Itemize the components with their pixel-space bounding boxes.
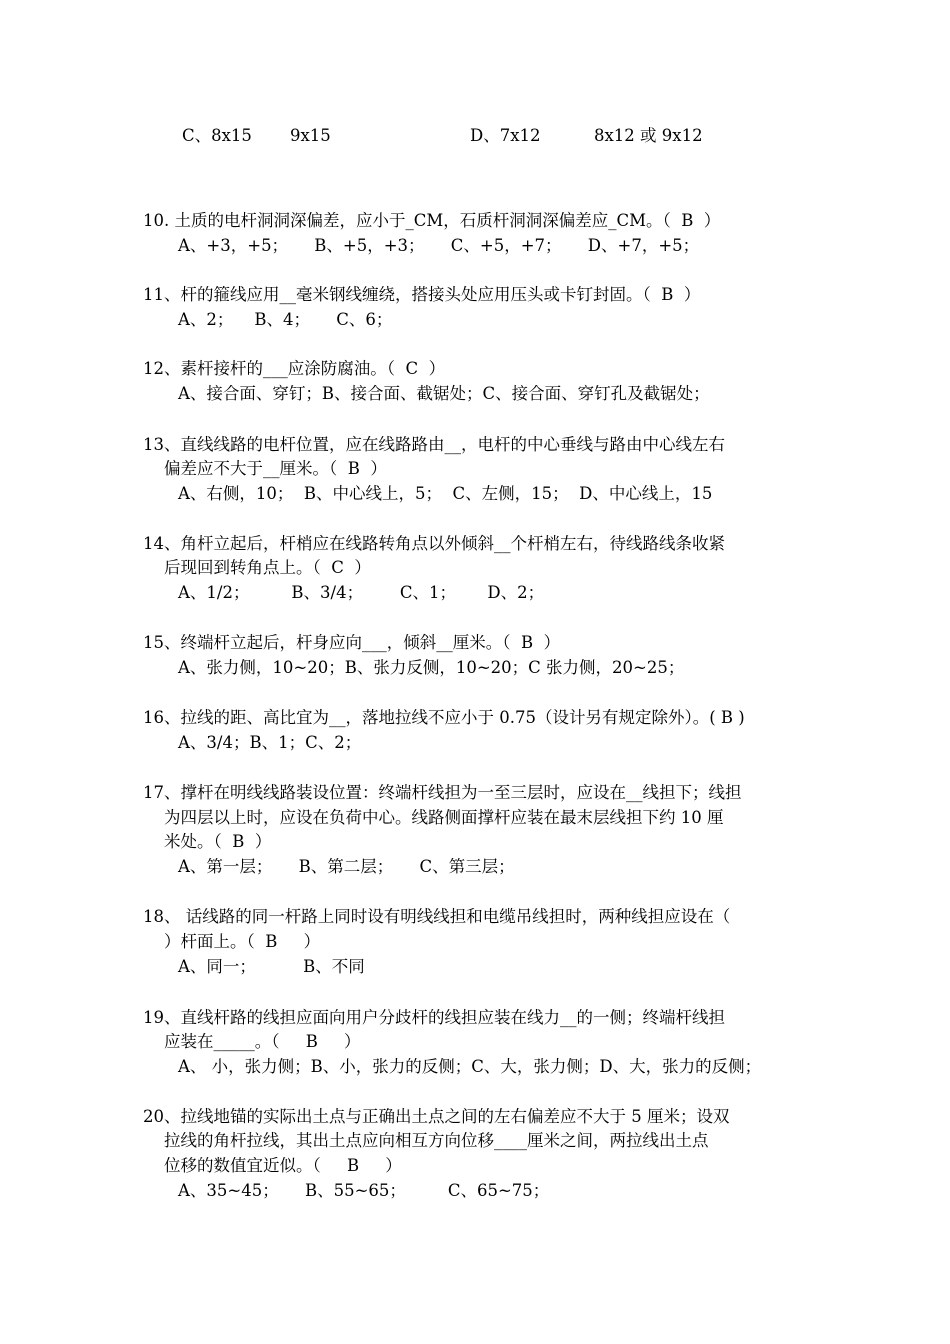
question-15-options: A、张力侧，10~20；B、张力反侧，10~20；C 张力侧，20~25； xyxy=(178,658,685,677)
option-d: D、7x12 xyxy=(470,126,541,145)
option-d-extra: 8x12 或 9x12 xyxy=(594,126,703,145)
question-18-text-cont: ）杆面上。（ B ） xyxy=(143,932,321,951)
question-10-options: A、+3，+5； B、+5，+3； C、+5，+7； D、+7，+5； xyxy=(178,236,700,255)
question-18-text: 18、 话线路的同一杆路上同时设有明线线担和电缆吊线担时，两种线担应设在（ xyxy=(143,907,731,926)
question-17-text-cont-1: 为四层以上时，应设在负荷中心。线路侧面撑杆应装在最末层线担下约 10 厘 xyxy=(143,808,724,827)
question-19-options: A、 小，张力侧；B、小，张力的反侧；C、大，张力侧；D、大，张力的反侧； xyxy=(178,1057,762,1076)
question-16-options: A、3/4；B、1；C、2； xyxy=(178,733,362,752)
question-13-text: 13、直线线路的电杆位置，应在线路路由__，电杆的中心垂线与路由中心线左右 xyxy=(143,435,725,454)
question-13-text-cont: 偏差应不大于__厘米。（ B ） xyxy=(143,459,387,478)
question-20-options: A、35~45； B、55~65； C、65~75； xyxy=(178,1181,550,1200)
question-14-text: 14、角杆立起后，杆梢应在线路转角点以外倾斜__个杆梢左右，待线路线条收紧 xyxy=(143,534,725,553)
question-19-text-cont: 应装在_____。（ B ） xyxy=(143,1032,361,1051)
question-10-text: 10. 土质的电杆洞洞深偏差，应小于_CM，石质杆洞洞深偏差应_CM。（ B ） xyxy=(143,211,721,230)
question-19-text: 19、直线杆路的线担应面向用户分歧杆的线担应装在线力__的一侧；终端杆线担 xyxy=(143,1008,725,1027)
question-14-text-cont: 后现回到转角点上。（ C ） xyxy=(143,558,371,577)
question-20-text: 20、拉线地锚的实际出土点与正确出土点之间的左右偏差应不大于 5 厘米；设双 xyxy=(143,1107,730,1126)
question-16-text: 16、拉线的距、高比宜为__，落地拉线不应小于 0.75（设计另有规定除外）。( B ) xyxy=(143,708,745,727)
question-11-options: A、2； B、4； C、6； xyxy=(178,310,393,329)
option-c: C、8x15 xyxy=(182,126,252,145)
question-17-options: A、第一层； B、第二层； C、第三层； xyxy=(178,857,515,876)
question-18-options: A、同一； B、不同 xyxy=(178,957,365,976)
question-13-options: A、右侧，10； B、中心线上，5； C、左侧，15； D、中心线上，15 xyxy=(178,484,713,503)
question-20-text-cont-2: 位移的数值宜近似。（ B ） xyxy=(143,1156,402,1175)
question-14-options: A、1/2； B、3/4； C、1； D、2； xyxy=(178,583,545,602)
question-17-text: 17、撑杆在明线线路装设位置：终端杆线担为一至三层时，应设在__线担下；线担 xyxy=(143,783,742,802)
option-c-extra: 9x15 xyxy=(290,126,331,145)
question-12-text: 12、素杆接杆的___应涂防腐油。（ C ） xyxy=(143,359,446,378)
question-20-text-cont-1: 拉线的角杆拉线，其出土点应向相互方向位移____厘米之间，两拉线出土点 xyxy=(143,1131,709,1150)
question-17-text-cont-2: 米处。（ B ） xyxy=(143,832,272,851)
question-15-text: 15、终端杆立起后，杆身应向___，倾斜__厘米。（ B ） xyxy=(143,633,561,652)
question-12-options: A、接合面、穿钉；B、接合面、截锯处；C、接合面、穿钉孔及截锯处； xyxy=(178,384,710,403)
question-11-text: 11、杆的箍线应用__毫米钢线缠绕，搭接头处应用压头或卡钉封固。（ B ） xyxy=(143,285,701,304)
